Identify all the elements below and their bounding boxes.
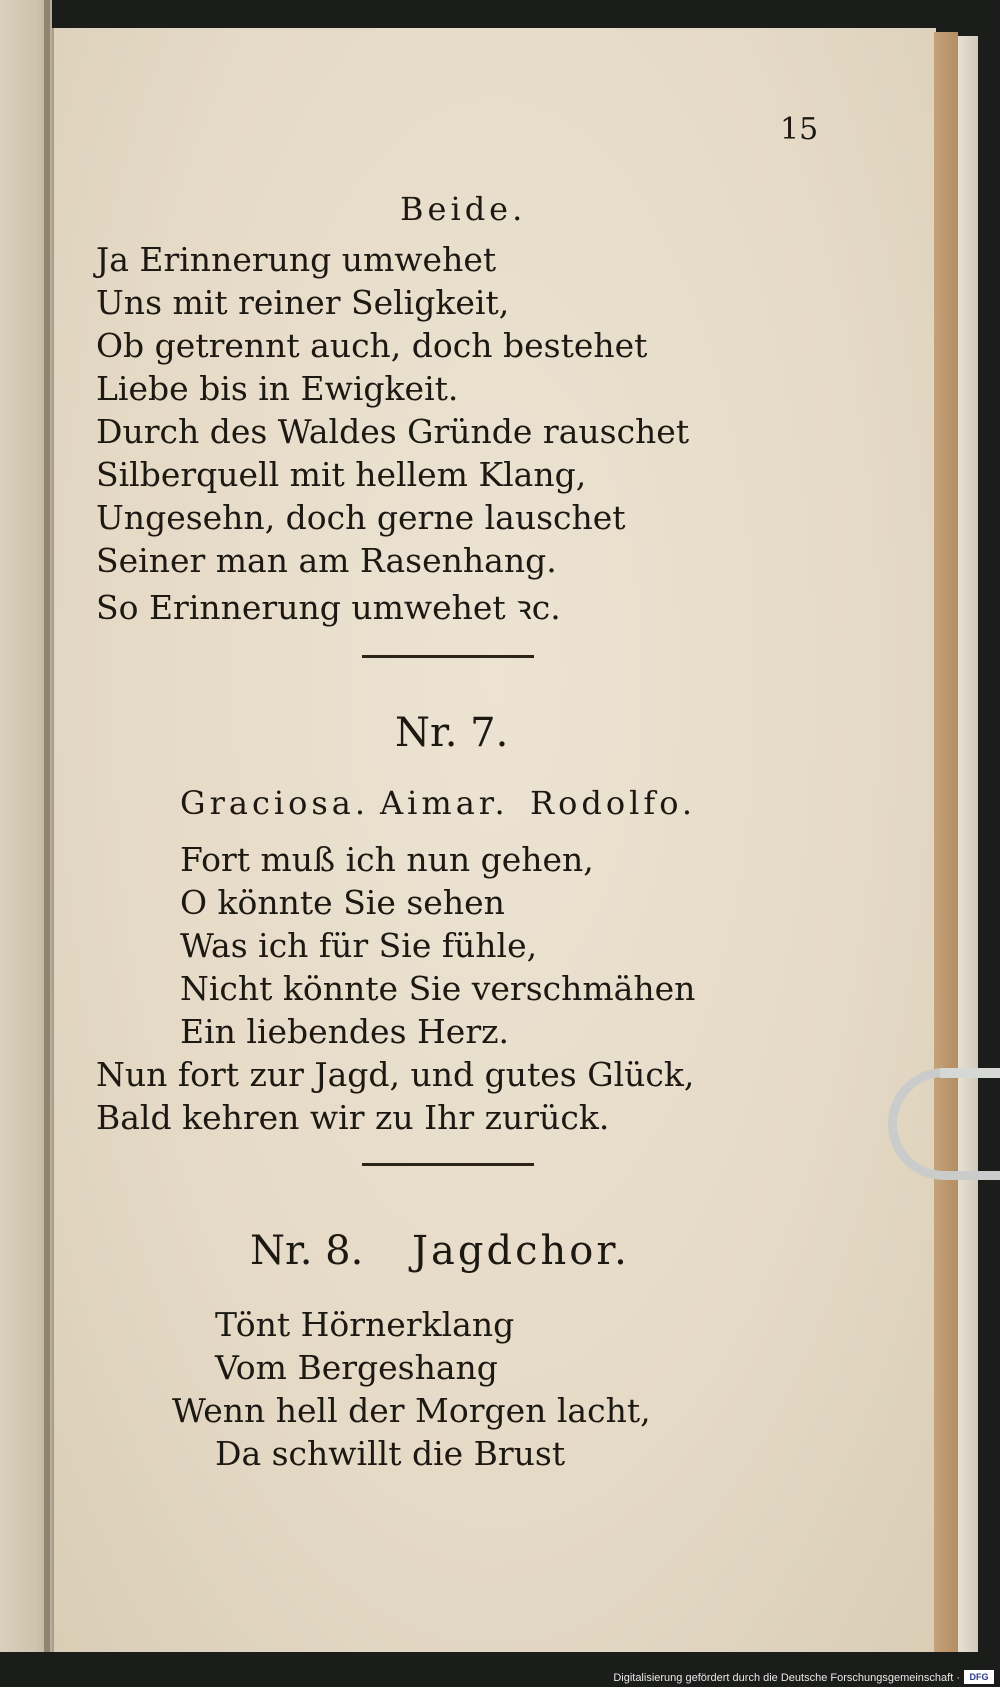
page-number: 15 (780, 112, 819, 147)
verse-line: Fort muß ich nun gehen, (180, 840, 594, 879)
section-divider (362, 1163, 534, 1166)
digitization-credit: Digitalisierung gefördert durch die Deutsche Forschungsgemeinschaft · (613, 1672, 960, 1684)
verse-line: Ein liebendes Herz. (180, 1012, 509, 1051)
verse-line: Vom Bergeshang (215, 1348, 498, 1387)
section-divider (362, 655, 534, 658)
verse-line: Nun fort zur Jagd, und gutes Glück, (96, 1055, 695, 1094)
verse-line: So Erinnerung umwehet ꝛc. (96, 588, 561, 627)
page-clip-bar (940, 1068, 1000, 1078)
section-title-nr7: Nr. 7. (395, 710, 509, 756)
verse-line: Ja Erinnerung umwehet (96, 240, 497, 279)
verse-line: Ungesehn, doch gerne lauschet (96, 498, 626, 537)
verse-line: Silberquell mit hellem Klang, (96, 455, 587, 494)
verse-line: Nicht könnte Sie verschmähen (180, 969, 696, 1008)
page-stack-edge-inner (958, 36, 978, 1652)
verse-line: O könnte Sie sehen (180, 883, 505, 922)
verse-line: Ob getrennt auch, doch bestehet (96, 326, 648, 365)
verse-line: Tönt Hörnerklang (215, 1305, 515, 1344)
character-name: Graciosa. (180, 784, 370, 822)
page-stack-edge (934, 32, 958, 1652)
verse-line: Bald kehren wir zu Ihr zurück. (96, 1098, 610, 1137)
page-clip (888, 1068, 1000, 1180)
verse-line: Liebe bis in Ewigkeit. (96, 369, 459, 408)
dfg-logo: DFG (964, 1670, 994, 1684)
character-name: Aimar. (380, 784, 509, 822)
section-title-jagdchor: Jagdchor. (412, 1228, 630, 1274)
section-heading-beide: Beide. (400, 190, 527, 228)
section-number-nr8: Nr. 8. (250, 1228, 364, 1274)
verse-line: Durch des Waldes Gründe rauschet (96, 412, 690, 451)
character-name: Rodolfo. (530, 784, 697, 822)
verse-line: Wenn hell der Morgen lacht, (172, 1391, 651, 1430)
verse-line: Da schwillt die Brust (215, 1434, 566, 1473)
verse-line: Seiner man am Rasenhang. (96, 541, 557, 580)
verse-line: Uns mit reiner Seligkeit, (96, 283, 510, 322)
book-gutter (44, 0, 50, 1652)
verse-line: Was ich für Sie fühle, (180, 926, 538, 965)
